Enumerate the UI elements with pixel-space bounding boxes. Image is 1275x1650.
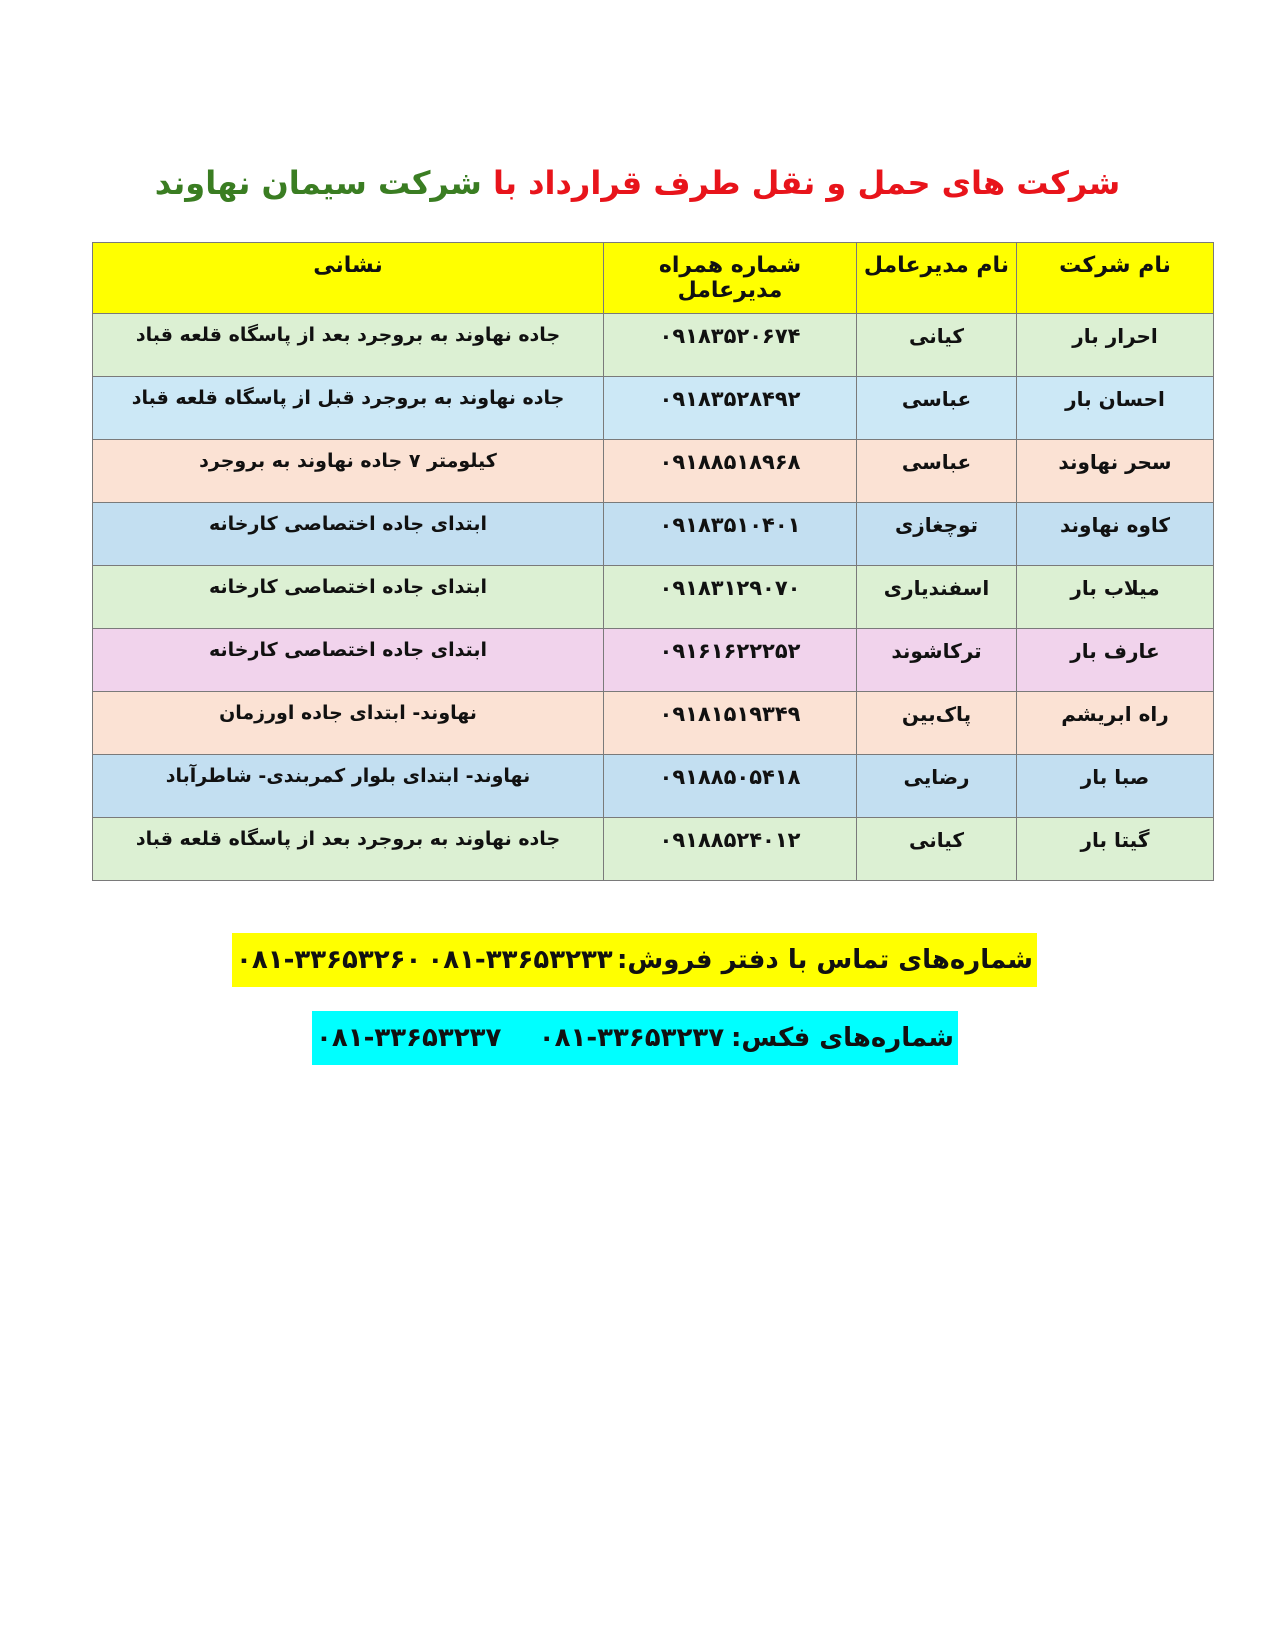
manager-name: کیانی xyxy=(857,818,1017,881)
company-name: کاوه نهاوند xyxy=(1017,503,1214,566)
table-header-row xyxy=(93,243,1214,314)
company-address: نهاوند- ابتدای بلوار کمربندی- شاطرآباد xyxy=(93,755,604,818)
company-address: کیلومتر ۷ جاده نهاوند به بروجرد xyxy=(93,440,604,503)
company-address: ابتدای جاده اختصاصی کارخانه xyxy=(93,629,604,692)
table-row xyxy=(93,377,1214,440)
header-address: نشانی xyxy=(93,243,604,314)
fax-number-2: ۰۸۱-۳۳۶۵۳۲۳۷ xyxy=(316,1023,502,1053)
manager-mobile: ۰۹۱۸۸۵۲۴۰۱۲ xyxy=(604,818,857,881)
fax-number-1: ۰۸۱-۳۳۶۵۳۲۳۷ xyxy=(538,1023,725,1053)
manager-mobile: ۰۹۱۸۸۵۱۸۹۶۸ xyxy=(604,440,857,503)
company-address: جاده نهاوند به بروجرد بعد از پاسگاه قلعه قباد xyxy=(93,314,604,377)
company-name: صبا بار xyxy=(1017,755,1214,818)
company-name: گیتا بار xyxy=(1017,818,1214,881)
manager-mobile: ۰۹۱۸۳۵۱۰۴۰۱ xyxy=(604,503,857,566)
company-name: میلاب بار xyxy=(1017,566,1214,629)
manager-name: اسفندیاری xyxy=(857,566,1017,629)
header-company: نام شرکت xyxy=(1017,243,1214,314)
table-row xyxy=(93,314,1214,377)
company-address: جاده نهاوند به بروجرد قبل از پاسگاه قلعه قباد xyxy=(93,377,604,440)
header-manager: نام مدیرعامل xyxy=(857,243,1017,314)
table-row xyxy=(93,503,1214,566)
manager-mobile: ۰۹۱۸۳۵۲۸۴۹۲ xyxy=(604,377,857,440)
fax-contact-label: شماره‌های فکس: xyxy=(730,1023,954,1053)
company-name: عارف بار xyxy=(1017,629,1214,692)
header-mobile: شماره همراه مدیرعامل xyxy=(604,243,857,314)
transport-companies-table xyxy=(92,242,1214,881)
table-row xyxy=(93,692,1214,755)
manager-name: رضایی xyxy=(857,755,1017,818)
manager-name: عباسی xyxy=(857,377,1017,440)
sales-contact-box xyxy=(232,933,1037,987)
sales-phone-1: ۰۸۱-۳۳۶۵۳۲۳۳ xyxy=(427,945,613,975)
company-name: احسان بار xyxy=(1017,377,1214,440)
manager-mobile: ۰۹۱۸۸۵۰۵۴۱۸ xyxy=(604,755,857,818)
company-address: ابتدای جاده اختصاصی کارخانه xyxy=(93,503,604,566)
manager-mobile: ۰۹۱۸۳۵۲۰۶۷۴ xyxy=(604,314,857,377)
table-row xyxy=(93,566,1214,629)
table-row xyxy=(93,755,1214,818)
sales-phone-2: ۰۸۱-۳۳۶۵۳۲۶۰ xyxy=(236,945,422,975)
manager-mobile: ۰۹۱۶۱۶۲۲۲۵۲ xyxy=(604,629,857,692)
company-address: ابتدای جاده اختصاصی کارخانه xyxy=(93,566,604,629)
sales-contact-label: شماره‌های تماس با دفتر فروش: xyxy=(616,945,1033,975)
title-red-part: شرکت های حمل و نقل طرف قرارداد با xyxy=(492,164,1121,202)
manager-name: توچغازی xyxy=(857,503,1017,566)
company-address: جاده نهاوند به بروجرد بعد از پاسگاه قلعه قباد xyxy=(93,818,604,881)
page-title xyxy=(0,158,1275,208)
manager-mobile: ۰۹۱۸۳۱۲۹۰۷۰ xyxy=(604,566,857,629)
company-name: سحر نهاوند xyxy=(1017,440,1214,503)
manager-name: پاک‌بین xyxy=(857,692,1017,755)
table-row xyxy=(93,818,1214,881)
company-name: راه ابریشم xyxy=(1017,692,1214,755)
company-address: نهاوند- ابتدای جاده اورزمان xyxy=(93,692,604,755)
manager-name: عباسی xyxy=(857,440,1017,503)
company-name: احرار بار xyxy=(1017,314,1214,377)
manager-name: ترکاشوند xyxy=(857,629,1017,692)
fax-contact-box xyxy=(312,1011,958,1065)
table-row xyxy=(93,629,1214,692)
table-row xyxy=(93,440,1214,503)
title-green-part: شرکت سیمان نهاوند xyxy=(154,164,482,202)
manager-mobile: ۰۹۱۸۱۵۱۹۳۴۹ xyxy=(604,692,857,755)
manager-name: کیانی xyxy=(857,314,1017,377)
